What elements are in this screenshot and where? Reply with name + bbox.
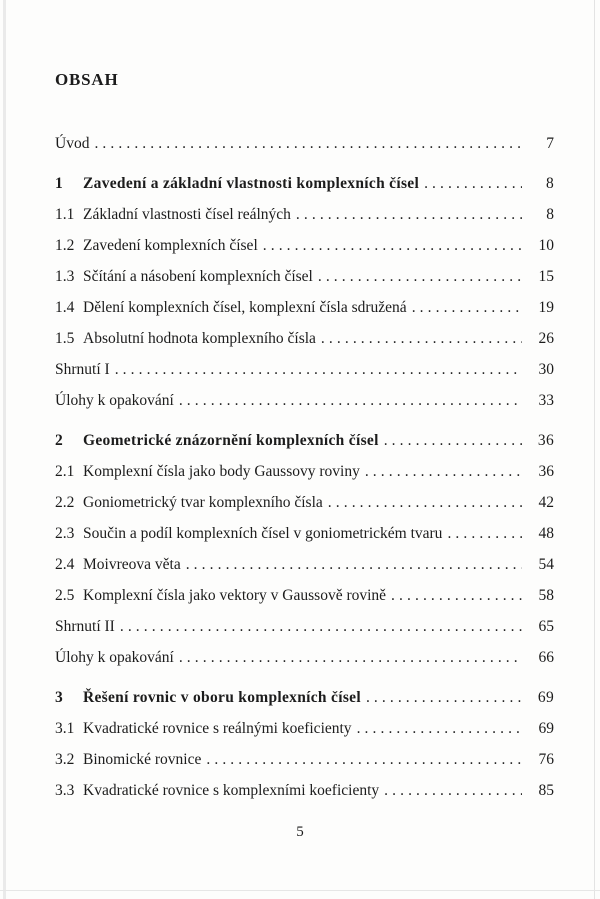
toc-row xyxy=(55,266,554,297)
dot-leader xyxy=(384,430,522,452)
dot-leader xyxy=(321,328,522,350)
toc-entry-number: 2.4 xyxy=(55,556,75,573)
dot-leader xyxy=(296,204,522,226)
dot-leader xyxy=(263,235,522,257)
toc-entry-number: 1 xyxy=(55,175,64,192)
toc-entry-page: 26 xyxy=(538,330,554,347)
toc-entry-page: 69 xyxy=(537,689,554,706)
toc-row xyxy=(55,461,554,492)
toc-entry-title: Komplexní čísla jako vektory v Gaussově rovině xyxy=(83,587,387,604)
dot-leader xyxy=(412,297,522,319)
toc-entry-number: 1.5 xyxy=(55,330,75,347)
toc-entry-number: 1.3 xyxy=(55,268,75,285)
toc-entry-page: 8 xyxy=(546,206,554,223)
toc-entry-page: 10 xyxy=(538,237,554,254)
toc-entry-number: 3.3 xyxy=(55,782,75,799)
contents-heading: OBSAH xyxy=(55,70,119,89)
toc-entry-title: Úvod xyxy=(55,135,90,152)
toc-entry-page: 36 xyxy=(538,463,554,480)
toc-row xyxy=(55,328,554,359)
toc-entry-title: Dělení komplexních čísel, komplexní čísla sdružená xyxy=(83,299,407,316)
toc-entry-title: Shrnutí II xyxy=(55,618,115,635)
toc-entry-page: 54 xyxy=(538,556,554,573)
dot-leader xyxy=(206,749,522,771)
toc-entry-number: 1.4 xyxy=(55,299,75,316)
dot-leader xyxy=(365,461,522,483)
dot-leader xyxy=(318,266,522,288)
toc-entry-title: Geometrické znázornění komplexních čísel xyxy=(83,432,379,449)
toc-row xyxy=(55,235,554,266)
toc-entry-page: 30 xyxy=(538,361,554,378)
toc-entry-page: 76 xyxy=(538,751,554,768)
toc-row xyxy=(55,359,554,390)
toc-entry-title: Sčítání a násobení komplexních čísel xyxy=(83,268,313,285)
dot-leader xyxy=(328,492,522,514)
toc-row xyxy=(55,718,554,749)
toc-entry-number: 3.1 xyxy=(55,720,75,737)
toc-entry-number: 2.1 xyxy=(55,463,75,480)
dot-leader xyxy=(447,523,522,545)
toc-entry-number: 2.5 xyxy=(55,587,75,604)
page-number: 5 xyxy=(296,824,304,840)
toc-entry-title: Základní vlastnosti čísel reálných xyxy=(83,206,291,223)
toc-entry-title: Kvadratické rovnice s reálnými koeficienty xyxy=(83,720,352,737)
dot-leader xyxy=(94,133,522,155)
toc-row xyxy=(55,554,554,585)
toc-row xyxy=(55,749,554,780)
toc-entry-page: 33 xyxy=(538,392,554,409)
toc-entry-title: Binomické rovnice xyxy=(83,751,202,768)
toc-row xyxy=(55,390,554,421)
toc-entry-title: Komplexní čísla jako body Gaussovy roviny xyxy=(83,463,360,480)
toc-entry-number: 3 xyxy=(55,689,64,706)
toc-row xyxy=(55,687,554,718)
toc-entry-number: 1.1 xyxy=(55,206,75,223)
toc-entry-page: 8 xyxy=(545,175,554,192)
toc-entry-page: 42 xyxy=(538,494,554,511)
toc-entry-page: 19 xyxy=(538,299,554,316)
toc-entry-number: 2.3 xyxy=(55,525,75,542)
dot-leader xyxy=(357,718,522,740)
toc-entry-number: 2.2 xyxy=(55,494,75,511)
toc-entry-title: Kvadratické rovnice s komplexními koeficienty xyxy=(83,782,380,799)
toc-row xyxy=(55,523,554,554)
scan-edge-right xyxy=(594,0,595,899)
toc-entry-title: Goniometrický tvar komplexního čísla xyxy=(83,494,323,511)
toc-entry-number: 1.2 xyxy=(55,237,75,254)
toc-entry-title: Úlohy k opakování xyxy=(55,392,174,409)
toc-entry-title: Moivreova věta xyxy=(83,556,181,573)
dot-leader xyxy=(391,585,522,607)
toc-row xyxy=(55,780,554,811)
toc-row xyxy=(55,173,554,204)
toc-entry-page: 58 xyxy=(538,587,554,604)
toc-row xyxy=(55,204,554,235)
toc-entry-page: 15 xyxy=(538,268,554,285)
toc-row xyxy=(55,585,554,616)
toc-entry-page: 85 xyxy=(538,782,554,799)
toc-list xyxy=(55,133,554,811)
scan-edge-left xyxy=(3,0,6,899)
toc-entry-page: 36 xyxy=(537,432,554,449)
toc-entry-page: 7 xyxy=(546,135,554,152)
toc-row xyxy=(55,430,554,461)
toc-entry-title: Zavedení a základní vlastnosti komplexních čísel xyxy=(83,175,420,192)
toc-row xyxy=(55,133,554,164)
dot-leader xyxy=(179,647,522,669)
toc-entry-number: 2 xyxy=(55,432,64,449)
toc-entry-page: 48 xyxy=(538,525,554,542)
dot-leader xyxy=(179,390,522,412)
toc-entry-title: Absolutní hodnota komplexního čísla xyxy=(83,330,316,347)
toc-row xyxy=(55,647,554,678)
toc-entry-page: 66 xyxy=(538,649,554,666)
toc-entry-number: 3.2 xyxy=(55,751,75,768)
toc-entry-title: Zavedení komplexních čísel xyxy=(83,237,258,254)
toc-row xyxy=(55,616,554,647)
toc-entry-page: 69 xyxy=(538,720,554,737)
toc-entry-title: Součin a podíl komplexních čísel v goniometrickém tvaru xyxy=(83,525,443,542)
dot-leader xyxy=(120,616,522,638)
toc-entry-title: Shrnutí I xyxy=(55,361,110,378)
dot-leader xyxy=(384,780,522,802)
dot-leader xyxy=(186,554,522,576)
toc-entry-title: Řešení rovnic v oboru komplexních čísel xyxy=(83,689,361,706)
toc-entry-page: 65 xyxy=(538,618,554,635)
toc-row xyxy=(55,297,554,328)
dot-leader xyxy=(366,687,522,709)
dot-leader xyxy=(424,173,522,195)
toc-entry-title: Úlohy k opakování xyxy=(55,649,174,666)
scan-edge-bottom xyxy=(0,890,600,891)
toc-row xyxy=(55,492,554,523)
dot-leader xyxy=(115,359,522,381)
